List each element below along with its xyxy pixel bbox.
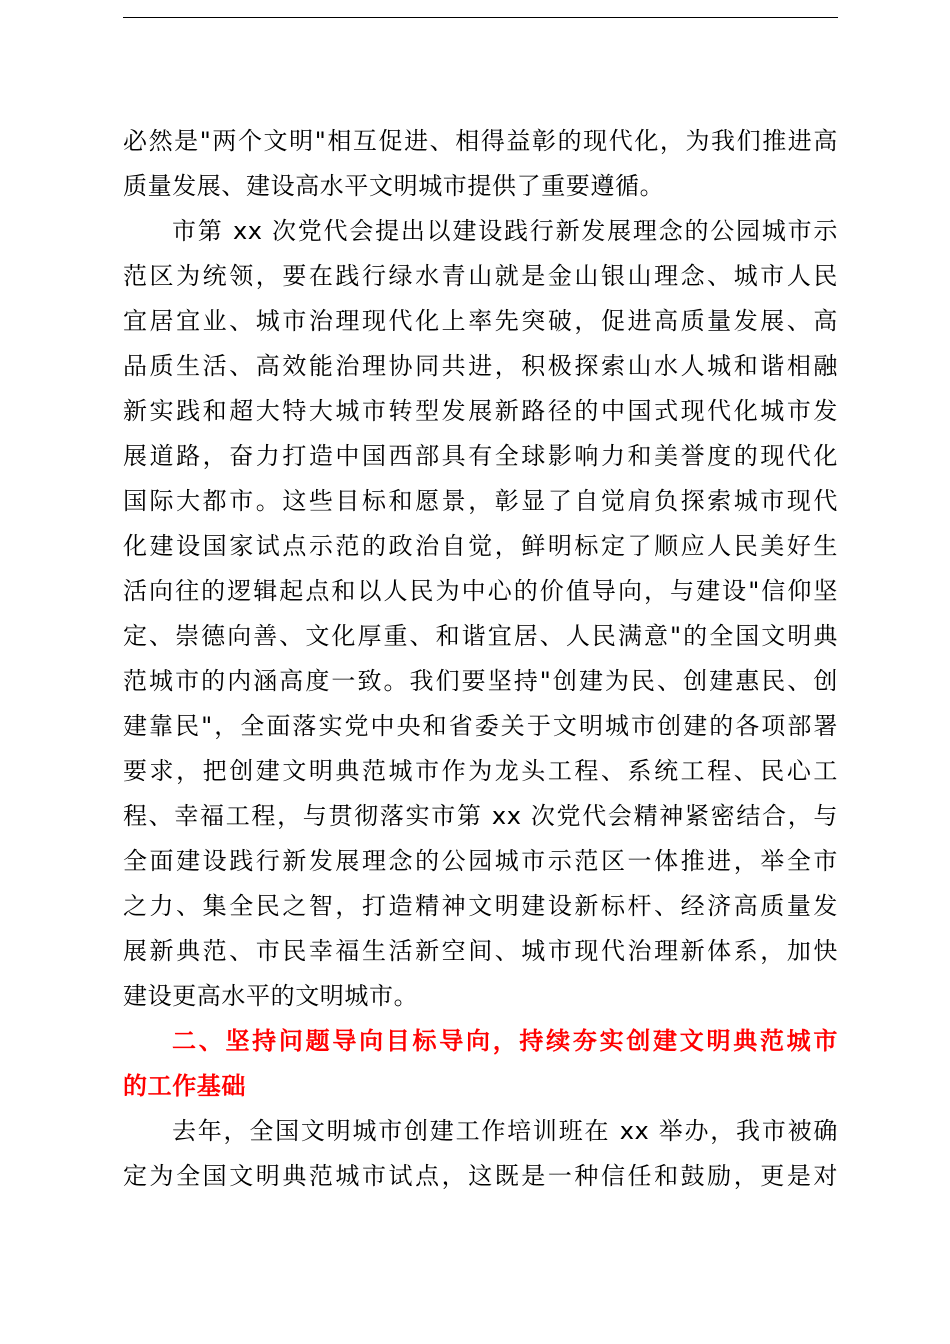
- body-text-line: 宜居宜业、城市治理现代化上率先突破，促进高质量发展、高: [123, 307, 838, 335]
- body-text-line: 要求，把创建文明典范城市作为龙头工程、系统工程、民心工: [123, 757, 838, 785]
- body-text-line: 去年，全国文明城市创建工作培训班在 xx 举办，我市被确: [172, 1117, 838, 1145]
- body-text-line: 活向往的逻辑起点和以人民为中心的价值导向，与建设"信仰坚: [123, 577, 838, 605]
- body-text-line: 定为全国文明典范城市试点，这既是一种信任和鼓励，更是对: [123, 1162, 838, 1190]
- body-text-line: 建设更高水平的文明城市。: [123, 982, 419, 1010]
- body-text-line: 展新典范、市民幸福生活新空间、城市现代治理新体系，加快: [123, 937, 838, 965]
- body-text-line: 化建设国家试点示范的政治自觉，鲜明标定了顺应人民美好生: [123, 532, 838, 560]
- body-text-line: 国际大都市。这些目标和愿景，彰显了自觉肩负探索城市现代: [123, 487, 838, 515]
- body-text-line: 市第 xx 次党代会提出以建设践行新发展理念的公园城市示: [172, 217, 838, 245]
- body-text-line: 范区为统领，要在践行绿水青山就是金山银山理念、城市人民: [123, 262, 838, 290]
- header-rule: [123, 17, 838, 18]
- body-text-line: 必然是"两个文明"相互促进、相得益彰的现代化，为我们推进高: [123, 127, 838, 155]
- body-text-line: 程、幸福工程，与贯彻落实市第 xx 次党代会精神紧密结合，与: [123, 802, 838, 830]
- document-body: [123, 119, 838, 1199]
- body-text-line: 品质生活、高效能治理协同共进，积极探索山水人城和谐相融: [123, 352, 838, 380]
- body-text-line: 展道路，奋力打造中国西部具有全球影响力和美誉度的现代化: [123, 442, 838, 470]
- body-text-line: 新实践和超大特大城市转型发展新路径的中国式现代化城市发: [123, 397, 838, 425]
- section-heading-line: 的工作基础: [123, 1072, 246, 1100]
- body-text-line: 全面建设践行新发展理念的公园城市示范区一体推进，举全市: [123, 847, 838, 875]
- body-text-line: 定、崇德向善、文化厚重、和谐宜居、人民满意"的全国文明典: [123, 622, 838, 650]
- section-heading-line: 二、坚持问题导向目标导向，持续夯实创建文明典范城市: [172, 1027, 838, 1055]
- body-text-line: 建靠民"，全面落实党中央和省委关于文明城市创建的各项部署: [123, 712, 838, 740]
- body-text-line: 质量发展、建设高水平文明城市提供了重要遵循。: [123, 172, 665, 200]
- body-text-line: 范城市的内涵高度一致。我们要坚持"创建为民、创建惠民、创: [123, 667, 838, 695]
- body-text-line: 之力、集全民之智，打造精神文明建设新标杆、经济高质量发: [123, 892, 838, 920]
